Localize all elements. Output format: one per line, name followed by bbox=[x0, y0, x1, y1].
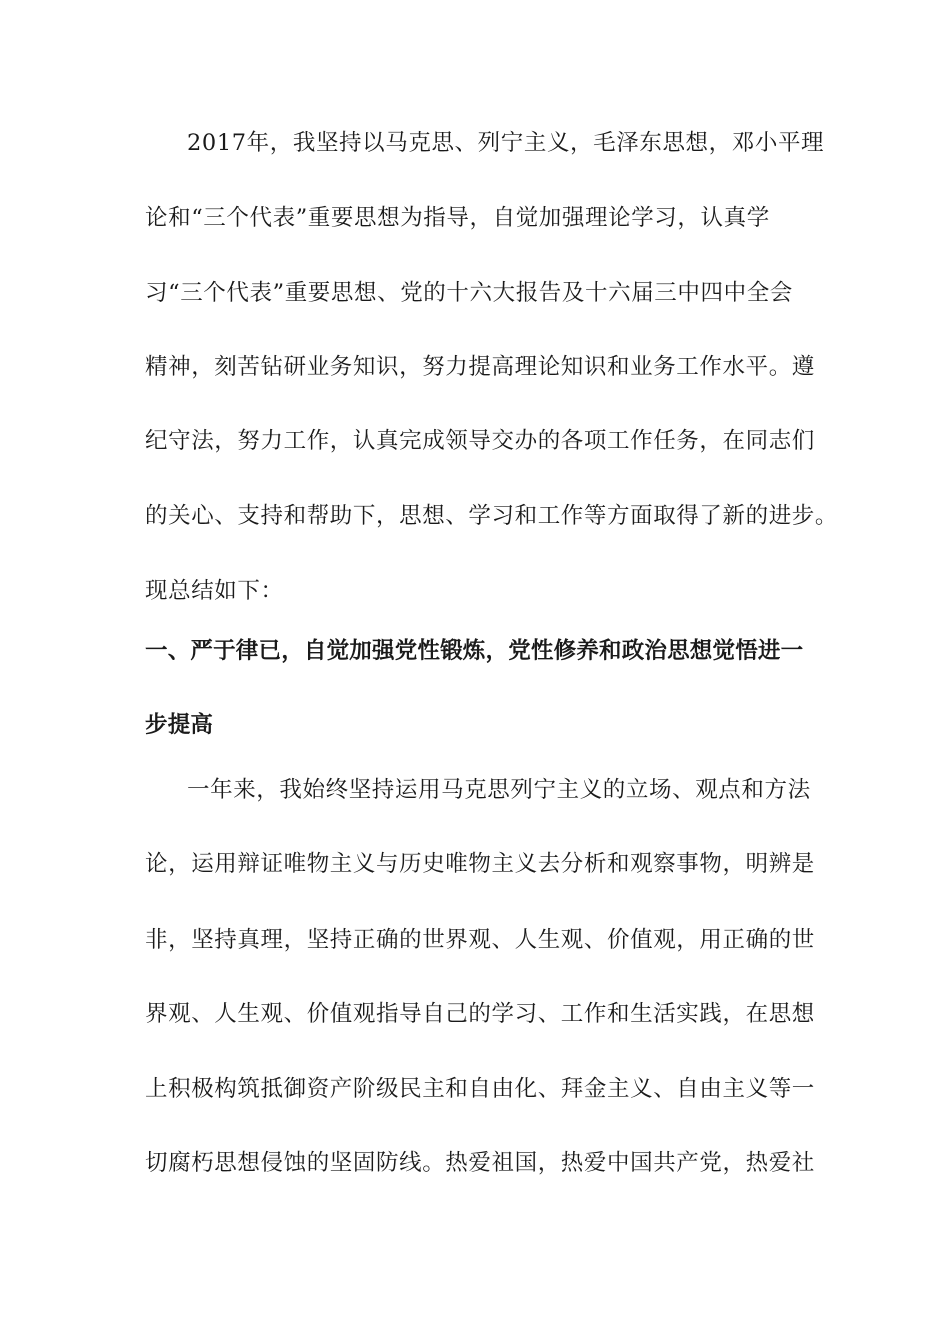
paragraph-1-line-3: 习“三个代表”重要思想、党的十六大报告及十六届三中四中全会 bbox=[145, 280, 793, 306]
section-heading-line-2: 步提高 bbox=[145, 712, 214, 738]
paragraph-1-line-2: 论和“三个代表”重要思想为指导，自觉加强理论学习，认真学 bbox=[145, 205, 770, 231]
paragraph-2-line-4: 界观、人生观、价值观指导自己的学习、工作和生活实践，在思想 bbox=[145, 1001, 815, 1027]
paragraph-1-line-7: 现总结如下： bbox=[145, 578, 284, 604]
paragraph-1-line-1: 2017年，我坚持以马克思、列宁主义，毛泽东思想，邓小平理 bbox=[187, 130, 825, 156]
paragraph-2-line-1: 一年来，我始终坚持运用马克思列宁主义的立场、观点和方法 bbox=[187, 777, 811, 803]
paragraph-2-line-2: 论，运用辩证唯物主义与历史唯物主义去分析和观察事物，明辨是 bbox=[145, 851, 815, 877]
paragraph-1-line-5: 纪守法，努力工作，认真完成领导交办的各项工作任务，在同志们 bbox=[145, 428, 815, 454]
paragraph-1-line-6: 的关心、支持和帮助下，思想、学习和工作等方面取得了新的进步。 bbox=[145, 503, 839, 529]
paragraph-2-line-6: 切腐朽思想侵蚀的坚固防线。热爱祖国，热爱中国共产党，热爱社 bbox=[145, 1150, 815, 1176]
paragraph-2-line-5: 上积极构筑抵御资产阶级民主和自由化、拜金主义、自由主义等一 bbox=[145, 1076, 815, 1102]
paragraph-2-line-3: 非，坚持真理，坚持正确的世界观、人生观、价值观，用正确的世 bbox=[145, 927, 815, 953]
section-heading-line-1: 一、严于律已，自觉加强党性锻炼，党性修养和政治思想觉悟进一 bbox=[145, 638, 804, 664]
paragraph-1-line-4: 精神，刻苦钻研业务知识，努力提高理论知识和业务工作水平。遵 bbox=[145, 354, 815, 380]
